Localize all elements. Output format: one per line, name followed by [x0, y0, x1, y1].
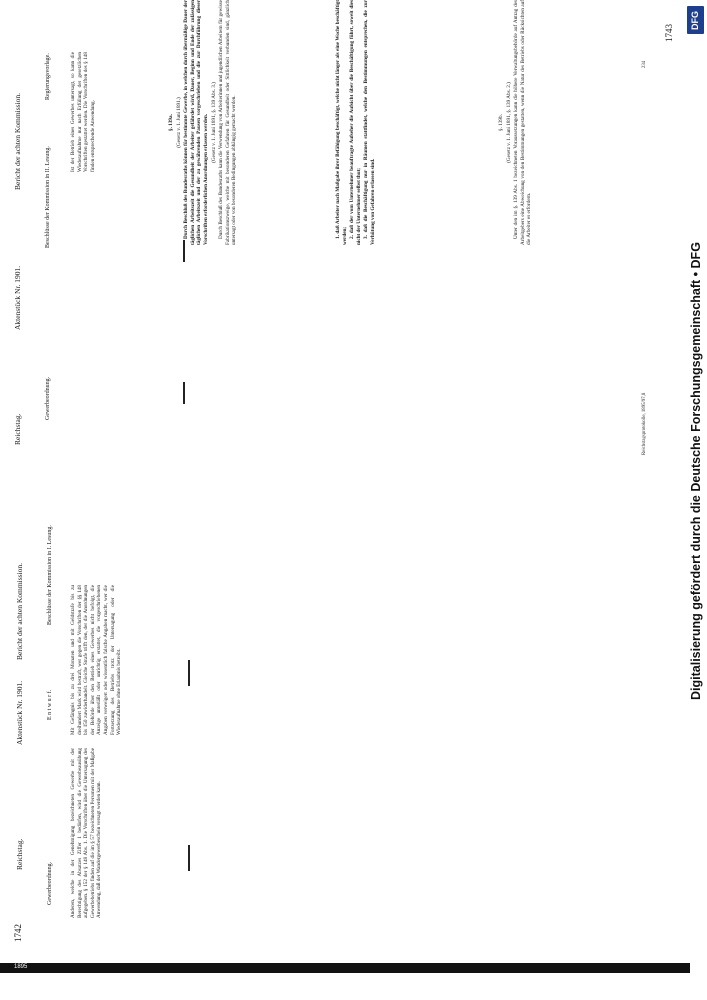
right-column-rule-1	[183, 382, 185, 404]
right-col-header-3: Regierungsvorlage.	[45, 53, 51, 100]
list-item-1: 1. daß Arbeiter nach Maßgabe ihrer Befähigung beschäftigt, welche nicht länger als eine Woche beschäftigt werden;	[335, 0, 348, 245]
left-header-center: Aktenstück Nr. 1901.	[15, 680, 24, 745]
left-page-number: 1742	[13, 924, 23, 942]
left-header-left: Reichstag.	[15, 838, 24, 870]
right-header-center: Aktenstück Nr. 1901.	[13, 265, 22, 330]
right-page-mark: 234	[642, 60, 647, 68]
left-column-rule-2	[188, 660, 190, 686]
dfg-logo-text: DFG	[690, 11, 700, 30]
dfg-logo	[687, 6, 704, 34]
bottom-strip-text: 1895	[14, 964, 28, 970]
right-column-rule-2	[183, 240, 185, 262]
section-b-text: Unter den im §. 139 Abs. 1 bezeichneten Voraussetzungen kann die höhere Verwaltungsbehörde auf Antrag des Arbeitgebers eine Abweichung von den Bestimmungen gestatten, wenn die Natur des Betriebs oder Rücksichten auf die Arbeiter es erfordern.	[513, 0, 533, 245]
left-col-2-paragraph: Mit Gefängnis bis zu drei Monaten und mit Geldstrafe bis zu dreihundert Mark wird bestraft, wer gegen die Vorschriften der §§ 148 bis 150 zuwiderhandelt. Gleiche Strafe trifft den, der die Anordnungen der Behörde über den Betrieb eines Gewerbes nicht befolgt, die Anzeige unterläßt oder unrichtig erstattet, die vorgeschriebenen Angaben verweigert oder wissentlich falsche Angaben macht, wer die Fortsetzung des Betriebs trotz der Untersagung oder die Wiederaufnahme ohne Erlaubnis betreibt.	[70, 585, 123, 735]
left-col-1-paragraph: Anderen, welche in der Genehmigung bezeichneten Gewerbe mit der Berechtigung des Absatzes Ziffer 1 bedürfen, wird die Gewerbeausübung aufgegeben. § 152 der § 148 Abs. 1. Die Vorschriften über die Untersagung des Gewerbebetriebs finden auf die im § 57 bezeichneten Personen mit der Maßgabe Anwendung, daß der Wandergewerbeschein versagt werden kann.	[70, 748, 103, 918]
left-col-header-2: E n t w u r f.	[47, 689, 53, 720]
left-col-header-1: Gewerbeordnung.	[47, 861, 53, 905]
right-col-header-2: Beschlüsse der Kommission in II. Lesung.	[45, 146, 51, 248]
section-b-ref: (Gesetz v. 1. Juni 1891, §. 139 Abs. 2.)	[505, 82, 512, 163]
right-col-1-text	[70, 52, 118, 172]
section-b-title: §. 139b.	[498, 114, 504, 131]
right-header-left: Reichstag.	[13, 413, 22, 445]
right-list	[335, 0, 495, 245]
left-col-header-3: Beschlüsse der Kommission in I. Lesung.	[47, 525, 53, 625]
right-col-header-1: Gewerbeordnung.	[45, 376, 51, 420]
section-a-text2: Durch Beschluß des Bundesraths kann die Verwendung von Arbeiterinnen und jugendlichen Arbeitern für gewisse Fabrikationszweige, welche mit besonderen Gefahren für Gesundheit oder Sittlichkeit verbunden sind, gänzlich untersagt oder von besonderen Bedingungen abhängig gemacht werden.	[218, 0, 238, 245]
digitization-notice: Digitalisierung gefördert durch die Deutsche Forschungsgemeinschaft • DFG	[689, 242, 703, 700]
section-a-ref: (Gesetz v. 1. Juni 1891.)	[175, 97, 182, 148]
section-a-title: §. 139a.	[168, 114, 174, 131]
left-column-rule-1	[188, 845, 190, 871]
right-col-1-paragraph: Ist der Betrieb eines Gewerbes untersagt, so kann die Wiederaufnahme nur nach Erfüllung der gesetzlichen Vorschriften gestattet werden. Die Vorschriften des § 148 finden entsprechende Anwendung.	[70, 52, 96, 172]
left-header-right: Bericht der achten Kommission.	[15, 562, 24, 660]
list-item-2: 2. daß der vom Unternehmer beauftragte Aufseher die Aufsicht über die Beschäftigung führt, soweit dies nicht der Unternehmer selbst thut;	[349, 0, 362, 245]
bottom-strip	[0, 963, 690, 973]
right-header-right: Bericht der achten Kommission.	[13, 92, 22, 190]
right-section-a	[168, 0, 263, 245]
section-a-text: Durch Beschluß des Bundesraths können für bestimmte Gewerbe, in welchen durch übermäßige Dauer der täglichen Arbeitszeit die Gesundheit der Arbeiter gefährdet wird, Dauer, Beginn und Ende der zulässigen täglichen Arbeitszeit und der zu gewährenden Pausen vorgeschrieben und die zur Durchführung dieser Vorschriften erforderlichen Anordnungen erlassen werden.	[183, 0, 209, 245]
section-a-ref2: (Gesetz v. 1. Juni 1891, §. 139 Abs. 3.)	[210, 82, 217, 163]
left-col-2-text	[70, 585, 158, 735]
right-section-b	[498, 0, 616, 245]
list-item-3: 3. daß die Beschäftigung nur in Räumen stattfindet, welche den Bestimmungen entsprechen, die zur Verhütung von Gefahren erlassen sind.	[363, 0, 376, 245]
right-page-number: 1743	[664, 24, 674, 42]
left-col-1-text	[70, 748, 158, 918]
footer-note: Reichstagsprotokolle, 1895/97,8	[642, 392, 647, 455]
